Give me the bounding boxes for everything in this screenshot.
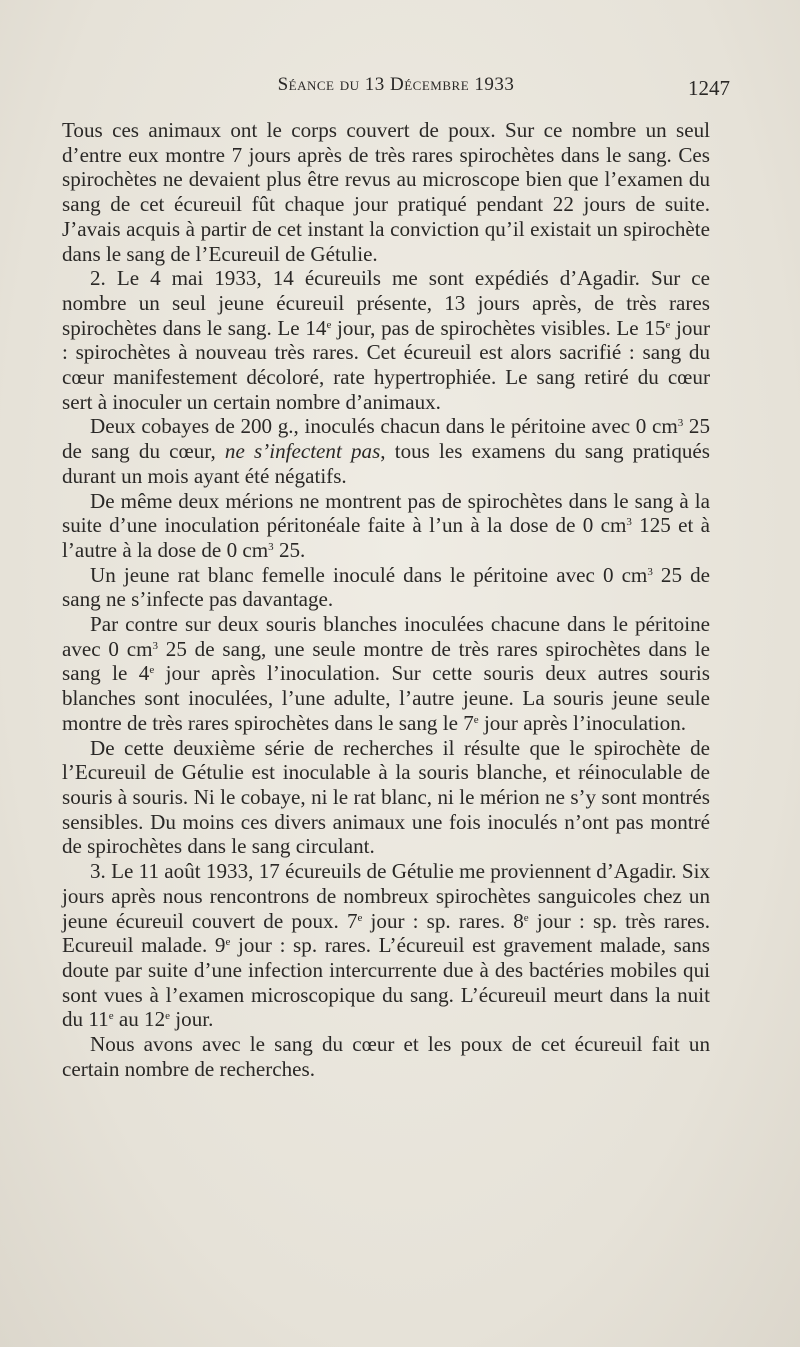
italic-phrase: ne s’infectent pas	[224, 439, 381, 464]
body-text	[62, 118, 710, 1081]
paragraph-3: Deux cobayes de 200 g., inoculés chacun dans le péritoine avec 0 $cm^3$ 25 de sang du cœur, ne s’infectent pas, tous les examens du sang pratiqués durant un mois ayant été négatifs.	[62, 414, 710, 488]
paragraph-2: 2. Le 4 mai 1933, 14 écureuils me sont expédiés d’Agadir. Sur ce nombre un seul jeune écureuil présente, 13 jours après, de très rares spirochètes dans le sang. Le 14e jour, pas de spirochètes visibles. Le 15e jour : spirochètes à nouveau très rares. Cet écureuil est alors sacrifié : sang du cœur manifestement décoloré, rate hypertrophiée. Le sang retiré du cœur sert à inoculer un certain nombre d’animaux.	[62, 266, 710, 414]
paragraph-9: Nous avons avec le sang du cœur et les poux de cet écureuil fait un certain nombre de recherches.	[62, 1032, 710, 1081]
paragraph-5: Un jeune rat blanc femelle inoculé dans le péritoine avec 0 $cm^3$ 25 de sang ne s’infecte pas davantage.	[62, 562, 710, 612]
paragraph-4: De même deux mérions ne montrent pas de spirochètes dans le sang à la suite d’une inoculation péritonéale faite à l’un à la dose de 0 $cm^3$ 125 et à l’autre à la dose de 0 $cm^3$ 25.	[62, 488, 710, 562]
running-title: Séance du 13 Décembre 1933	[277, 74, 515, 95]
paragraph-7: De cette deuxième série de recherches il résulte que le spirochète de l’Ecureuil de Gétulie est inoculable à la souris blanche, et réinoculable de souris à souris. Ni le cobaye, ni le rat blanc, ni le mérion ne s’y sont montrés sensibles. Du moins ces divers animaux une fois inoculés n’ont pas montré de spirochètes dans le sang circulant.	[62, 735, 710, 859]
page-number: 1247	[688, 76, 730, 100]
paragraph-6: Par contre sur deux souris blanches inoculées chacune dans le péritoine avec 0 $cm^3$ 25 de sang, une seule montre de très rares spirochètes dans le sang le 4e jour après l’inoculation. Sur cette souris deux autres souris blanches sont inoculées, l’une adulte, l’autre jeune. La souris jeune seule montre de très rares spirochètes dans le sang le 7e jour après l’inoculation.	[62, 612, 711, 735]
paragraph-8: 3. Le 11 août 1933, 17 écureuils de Gétulie me proviennent d’Agadir. Six jours après nous rencontrons de nombreux spirochètes sanguicoles chez un jeune écureuil couvert de poux. 7e jour : sp. rares. 8e jour : sp. très rares. Ecureuil malade. 9e jour : sp. rares. L’écureuil est gravement malade, sans doute par suite d’une infection intercurrente due à des bactéries mobiles qui sont vues à l’examen microscopique du sang. L’écureuil meurt dans la nuit du 11e au 12e jour.	[62, 859, 710, 1032]
paragraph-1: Tous ces animaux ont le corps couvert de poux. Sur ce nombre un seul d’entre eux montre 7 jours après de très rares spirochètes dans le sang. Ces spirochètes ne devaient plus être revus au microscope bien que l’examen du sang de cet écureuil fût chaque jour pratiqué pendant 22 jours de suite. J’avais acquis à partir de cet instant la conviction qu’il existait un spirochète dans le sang de l’Ecureuil de Gétulie.	[62, 118, 710, 266]
running-head	[62, 72, 730, 102]
